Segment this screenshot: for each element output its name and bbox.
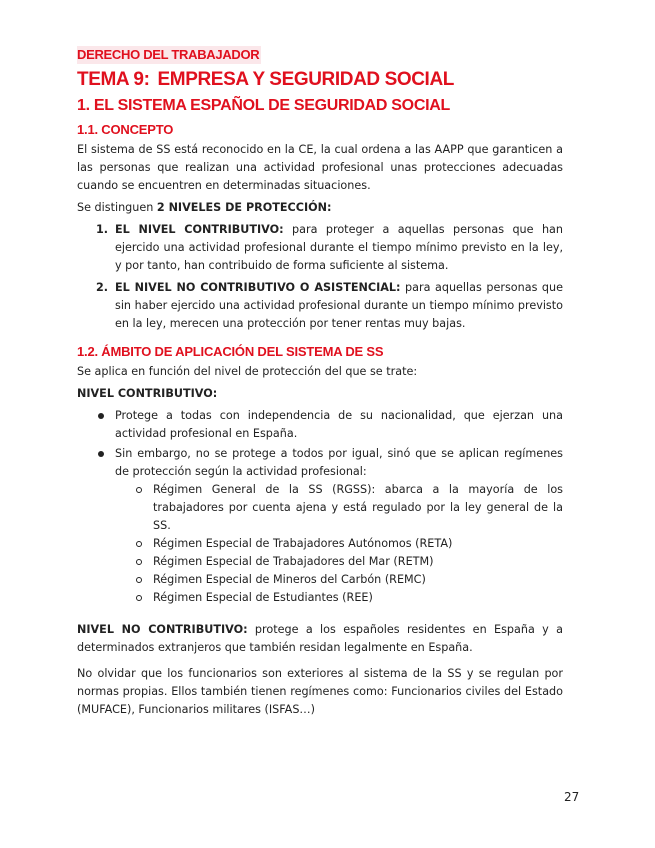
section-1-1-heading: 1.1. CONCEPTO <box>77 122 174 137</box>
protection-levels-list <box>77 221 563 333</box>
circle-bullet-icon <box>136 487 142 493</box>
circle-bullet-icon <box>136 595 142 601</box>
regimen-text: Régimen General de la SS (RGSS): abarca a la mayoría de los trabajadores por cuenta ajena y está regulado por la ley general de la SS. <box>153 483 563 532</box>
level-text <box>115 279 563 333</box>
contributivo-label <box>77 385 563 403</box>
regimen-item <box>77 535 563 553</box>
circle-bullet-icon <box>136 541 142 547</box>
level-title: EL NIVEL CONTRIBUTIVO: <box>115 223 284 236</box>
regimen-text: Régimen Especial de Trabajadores del Mar (RETM) <box>153 555 434 568</box>
section-1-heading: 1. EL SISTEMA ESPAÑOL DE SEGURIDAD SOCIAL <box>77 97 450 114</box>
course-banner: DERECHO DEL TRABAJADOR <box>77 47 260 62</box>
bullet-text: Protege a todas con independencia de su nacionalidad, que ejerzan una actividad profesional en España. <box>115 409 563 440</box>
page-number: 27 <box>564 790 580 804</box>
niveles-intro-bold: 2 NIVELES DE PROTECCIÓN: <box>156 201 332 214</box>
tema-title: EMPRESA Y SEGURIDAD SOCIAL <box>157 69 454 90</box>
ambito-intro: Se aplica en función del nivel de protección del que se trate: <box>77 365 418 378</box>
no-contributivo-label: NIVEL NO CONTRIBUTIVO: <box>77 623 248 636</box>
regimen-item <box>77 481 563 535</box>
level-number: 2. <box>96 281 109 294</box>
no-contributivo-text: protege a los españoles residentes en España y a determinados extranjeros que también residan legalmente en España. <box>77 623 564 654</box>
protection-level-item <box>77 279 563 333</box>
niveles-intro <box>77 199 563 217</box>
bullet-icon <box>98 413 104 419</box>
regimen-item <box>77 589 563 607</box>
tema-heading <box>77 68 563 92</box>
regimen-item <box>77 571 563 589</box>
bullet-icon <box>98 451 104 457</box>
bullet-item <box>77 407 563 443</box>
regimen-item <box>77 553 563 571</box>
regimenes-list <box>115 481 563 607</box>
tema-label: TEMA 9: <box>77 69 150 90</box>
regimen-text: Régimen Especial de Trabajadores Autónomos (RETA) <box>153 537 453 550</box>
contributivo-bullets <box>77 407 563 607</box>
contributivo-label-text: NIVEL CONTRIBUTIVO: <box>77 387 218 400</box>
level-number: 1. <box>96 223 109 236</box>
niveles-intro-text: Se distinguen <box>77 201 157 214</box>
bullet-text: Sin embargo, no se protege a todos por igual, sinó que se aplican regímenes de protección según la actividad profesional: <box>115 447 563 478</box>
document-page <box>77 44 563 723</box>
funcionarios-paragraph: No olvidar que los funcionarios son exteriores al sistema de la SS y se regulan por normas propias. Ellos también tienen regímenes como: Funcionarios civiles del Estado (MUFACE), Funcionarios militares (ISFAS…) <box>77 667 563 716</box>
circle-bullet-icon <box>136 559 142 565</box>
level-description: para proteger a aquellas personas que han ejercido una actividad profesional durante el tiempo mínimo previsto en la ley, y por tanto, han contribuido de forma suficiente al sistema. <box>115 223 563 272</box>
circle-bullet-icon <box>136 577 142 583</box>
level-description: para aquellas personas que sin haber ejercido una actividad profesional durante un tiempo mínimo previsto en la ley, merecen una protección por tener rentas muy bajas. <box>115 281 563 330</box>
level-text <box>115 221 563 275</box>
no-contributivo-paragraph <box>77 621 563 657</box>
regimen-text: Régimen Especial de Estudiantes (REE) <box>153 591 373 604</box>
bullet-item <box>77 445 563 607</box>
concepto-paragraph: El sistema de SS está reconocido en la CE, la cual ordena a las AAPP que garanticen a las personas que realizan una actividad profesional unas protecciones adecuadas cuando se encuentren en determinadas situaciones. <box>77 143 563 192</box>
level-title: EL NIVEL NO CONTRIBUTIVO O ASISTENCIAL: <box>115 281 401 294</box>
section-1-2-heading: 1.2. ÁMBITO DE APLICACIÓN DEL SISTEMA DE SS <box>77 344 384 359</box>
regimen-text: Régimen Especial de Mineros del Carbón (REMC) <box>153 573 426 586</box>
protection-level-item <box>77 221 563 275</box>
